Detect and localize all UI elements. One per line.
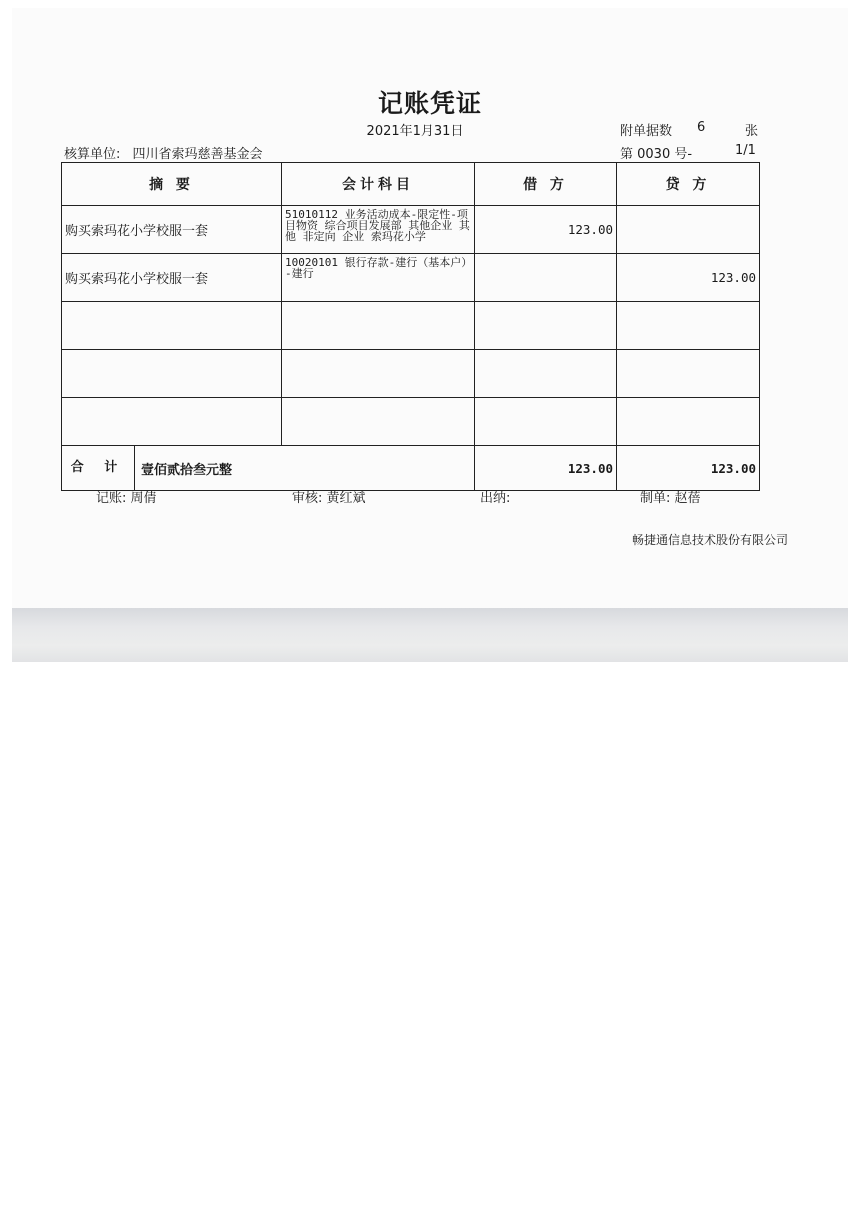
cell-account	[282, 350, 475, 398]
cell-credit	[617, 350, 760, 398]
table-row	[62, 302, 760, 350]
table-header-row	[62, 163, 760, 206]
voucher-page: 1/1	[735, 143, 756, 158]
voucher-title: 记账凭证	[377, 89, 482, 118]
cell-summary: 购买索玛花小学校服一套	[62, 254, 282, 302]
attachments-label: 附单据数	[620, 124, 673, 139]
cell-summary	[62, 398, 282, 446]
header-debit: 借 方	[475, 163, 617, 206]
bookkeeper-signature: 记账: 周倩	[96, 491, 157, 506]
cell-account: 51010112 业务活动成本-限定性-项目物资 综合项目发展部 其他企业 其他 非定向 企业 索玛花小学	[282, 206, 475, 254]
voucher-date: 2021年1月31日	[366, 124, 464, 139]
cell-debit: 123.00	[475, 206, 617, 254]
voucher-number: 第 0030 号-	[620, 147, 693, 162]
cell-credit: 123.00	[617, 254, 760, 302]
accounting-unit	[64, 143, 263, 162]
cashier-signature: 出纳:	[480, 491, 511, 506]
attachments-unit: 张	[745, 124, 759, 139]
software-company: 畅捷通信息技术股份有限公司	[632, 533, 789, 547]
cell-debit	[475, 302, 617, 350]
cell-summary	[62, 350, 282, 398]
accounting-unit-label: 核算单位:	[64, 147, 121, 162]
cell-debit	[475, 254, 617, 302]
header-credit: 贷 方	[617, 163, 760, 206]
total-cell	[62, 446, 475, 491]
cell-credit	[617, 206, 760, 254]
accounting-unit-name: 四川省索玛慈善基金会	[132, 147, 263, 162]
voucher-table	[61, 162, 760, 491]
cell-debit	[475, 350, 617, 398]
cell-debit	[475, 398, 617, 446]
total-label: 合 计	[62, 446, 135, 490]
cell-credit	[617, 398, 760, 446]
total-row	[62, 446, 760, 491]
cell-summary: 购买索玛花小学校服一套	[62, 206, 282, 254]
total-amount-words: 壹佰贰拾叁元整	[141, 462, 233, 478]
cell-credit	[617, 302, 760, 350]
preparer-signature: 制单: 赵蓓	[640, 491, 701, 506]
cell-account: 10020101 银行存款-建行（基本户）-建行	[282, 254, 475, 302]
reviewer-signature: 审核: 黄红斌	[292, 491, 366, 506]
table-row	[62, 206, 760, 254]
header-summary: 摘 要	[62, 163, 282, 206]
table-row	[62, 398, 760, 446]
total-credit: 123.00	[617, 446, 760, 491]
header-account: 会计科目	[282, 163, 475, 206]
total-debit: 123.00	[475, 446, 617, 491]
cell-account	[282, 398, 475, 446]
scan-shadow-strip	[12, 608, 848, 662]
attachments-count: 6	[697, 120, 706, 135]
cell-account	[282, 302, 475, 350]
cell-summary	[62, 302, 282, 350]
table-row	[62, 350, 760, 398]
table-row	[62, 254, 760, 302]
